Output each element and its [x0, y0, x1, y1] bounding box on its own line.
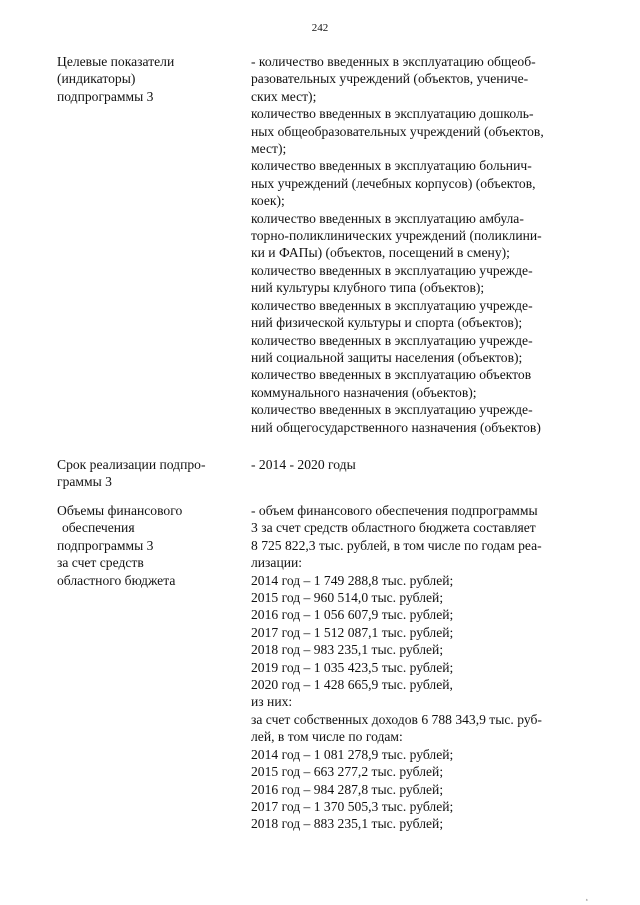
value-line: разовательных учреждений (объектов, учениче- — [251, 71, 529, 87]
label-line: подпрограммы 3 — [57, 537, 154, 553]
value-line: за счет собственных доходов 6 788 343,9 тыс. руб- — [251, 711, 542, 727]
value-line: ний общегосударственного назначения (объектов) — [251, 419, 541, 435]
value-line: - объем финансового обеспечения подпрограммы — [251, 503, 538, 518]
value-line: ки и ФАПы) (объектов, посещений в смену); — [251, 245, 510, 261]
section-value — [251, 502, 591, 833]
value-line: - количество введенных в эксплуатацию общеоб- — [251, 54, 536, 69]
label-line: Объемы финансового — [57, 503, 183, 518]
value-line: мест); — [251, 141, 287, 157]
value-line: 2014 год – 1 081 278,9 тыс. рублей; — [251, 746, 454, 762]
label-line: (индикаторы) — [57, 71, 136, 87]
section-label — [57, 456, 237, 491]
value-line: количество введенных в эксплуатацию учрежде- — [251, 332, 533, 348]
label-line: областного бюджета — [57, 572, 176, 588]
value-line: 2016 год – 1 056 607,9 тыс. рублей; — [251, 607, 454, 623]
label-line: граммы 3 — [57, 474, 112, 490]
value-line: 2019 год – 1 035 423,5 тыс. рублей; — [251, 659, 454, 675]
page-number: 242 — [311, 22, 329, 34]
value-line: 2017 год – 1 370 505,3 тыс. рублей; — [251, 798, 454, 814]
value-line: 8 725 822,3 тыс. рублей, в том числе по годам реа- — [251, 537, 542, 553]
label-line: Целевые показатели — [57, 54, 175, 69]
value-line: количество введенных в эксплуатацию учрежде- — [251, 402, 533, 418]
label-line: подпрограммы 3 — [57, 88, 154, 104]
value-line: ний социальной защиты населения (объектов); — [251, 349, 523, 365]
section-label — [57, 53, 237, 105]
value-line: 2018 год – 983 235,1 тыс. рублей; — [251, 642, 444, 658]
value-line: коек); — [251, 193, 285, 209]
value-line: количество введенных в эксплуатацию учрежде- — [251, 297, 533, 313]
value-line: ных учреждений (лечебных корпусов) (объектов, — [251, 175, 536, 191]
value-line: ний культуры клубного типа (объектов); — [251, 280, 485, 296]
section-label — [57, 502, 237, 589]
value-line: 2020 год – 1 428 665,9 тыс. рублей, — [251, 677, 453, 693]
value-line: ных общеобразовательных учреждений (объектов, — [251, 123, 544, 139]
value-line: лей, в том числе по годам: — [251, 729, 403, 745]
value-line: 3 за счет средств областного бюджета составляет — [251, 520, 536, 536]
value-line: 2015 год – 663 277,2 тыс. рублей; — [251, 764, 444, 780]
corner-mark: ¸ — [585, 892, 588, 901]
value-line: - 2014 - 2020 годы — [251, 457, 356, 472]
value-line: коммунального назначения (объектов); — [251, 384, 477, 400]
value-line: количество введенных в эксплуатацию объектов — [251, 367, 532, 383]
value-line: 2015 год – 960 514,0 тыс. рублей; — [251, 590, 444, 606]
label-line: обеспечения — [62, 520, 135, 536]
value-line: количество введенных в эксплуатацию учрежде- — [251, 262, 533, 278]
value-line: количество введенных в эксплуатацию дошколь- — [251, 106, 534, 122]
value-line: количество введенных в эксплуатацию амбула- — [251, 210, 524, 226]
label-line: Срок реализации подпро- — [57, 457, 206, 472]
value-line: лизации: — [251, 555, 303, 571]
value-line: 2018 год – 883 235,1 тыс. рублей; — [251, 816, 444, 832]
value-line: торно-поликлинических учреждений (поликлини- — [251, 228, 542, 244]
value-line: 2014 год – 1 749 288,8 тыс. рублей; — [251, 572, 454, 588]
value-line: ний физической культуры и спорта (объектов); — [251, 315, 523, 331]
value-line: 2017 год – 1 512 087,1 тыс. рублей; — [251, 624, 454, 640]
section-value — [251, 456, 591, 473]
value-line: 2016 год – 984 287,8 тыс. рублей; — [251, 781, 444, 797]
value-line: количество введенных в эксплуатацию больнич- — [251, 158, 532, 174]
value-line: ских мест); — [251, 88, 317, 104]
label-line: за счет средств — [57, 555, 144, 571]
section-value — [251, 53, 591, 436]
value-line: из них: — [251, 694, 293, 710]
